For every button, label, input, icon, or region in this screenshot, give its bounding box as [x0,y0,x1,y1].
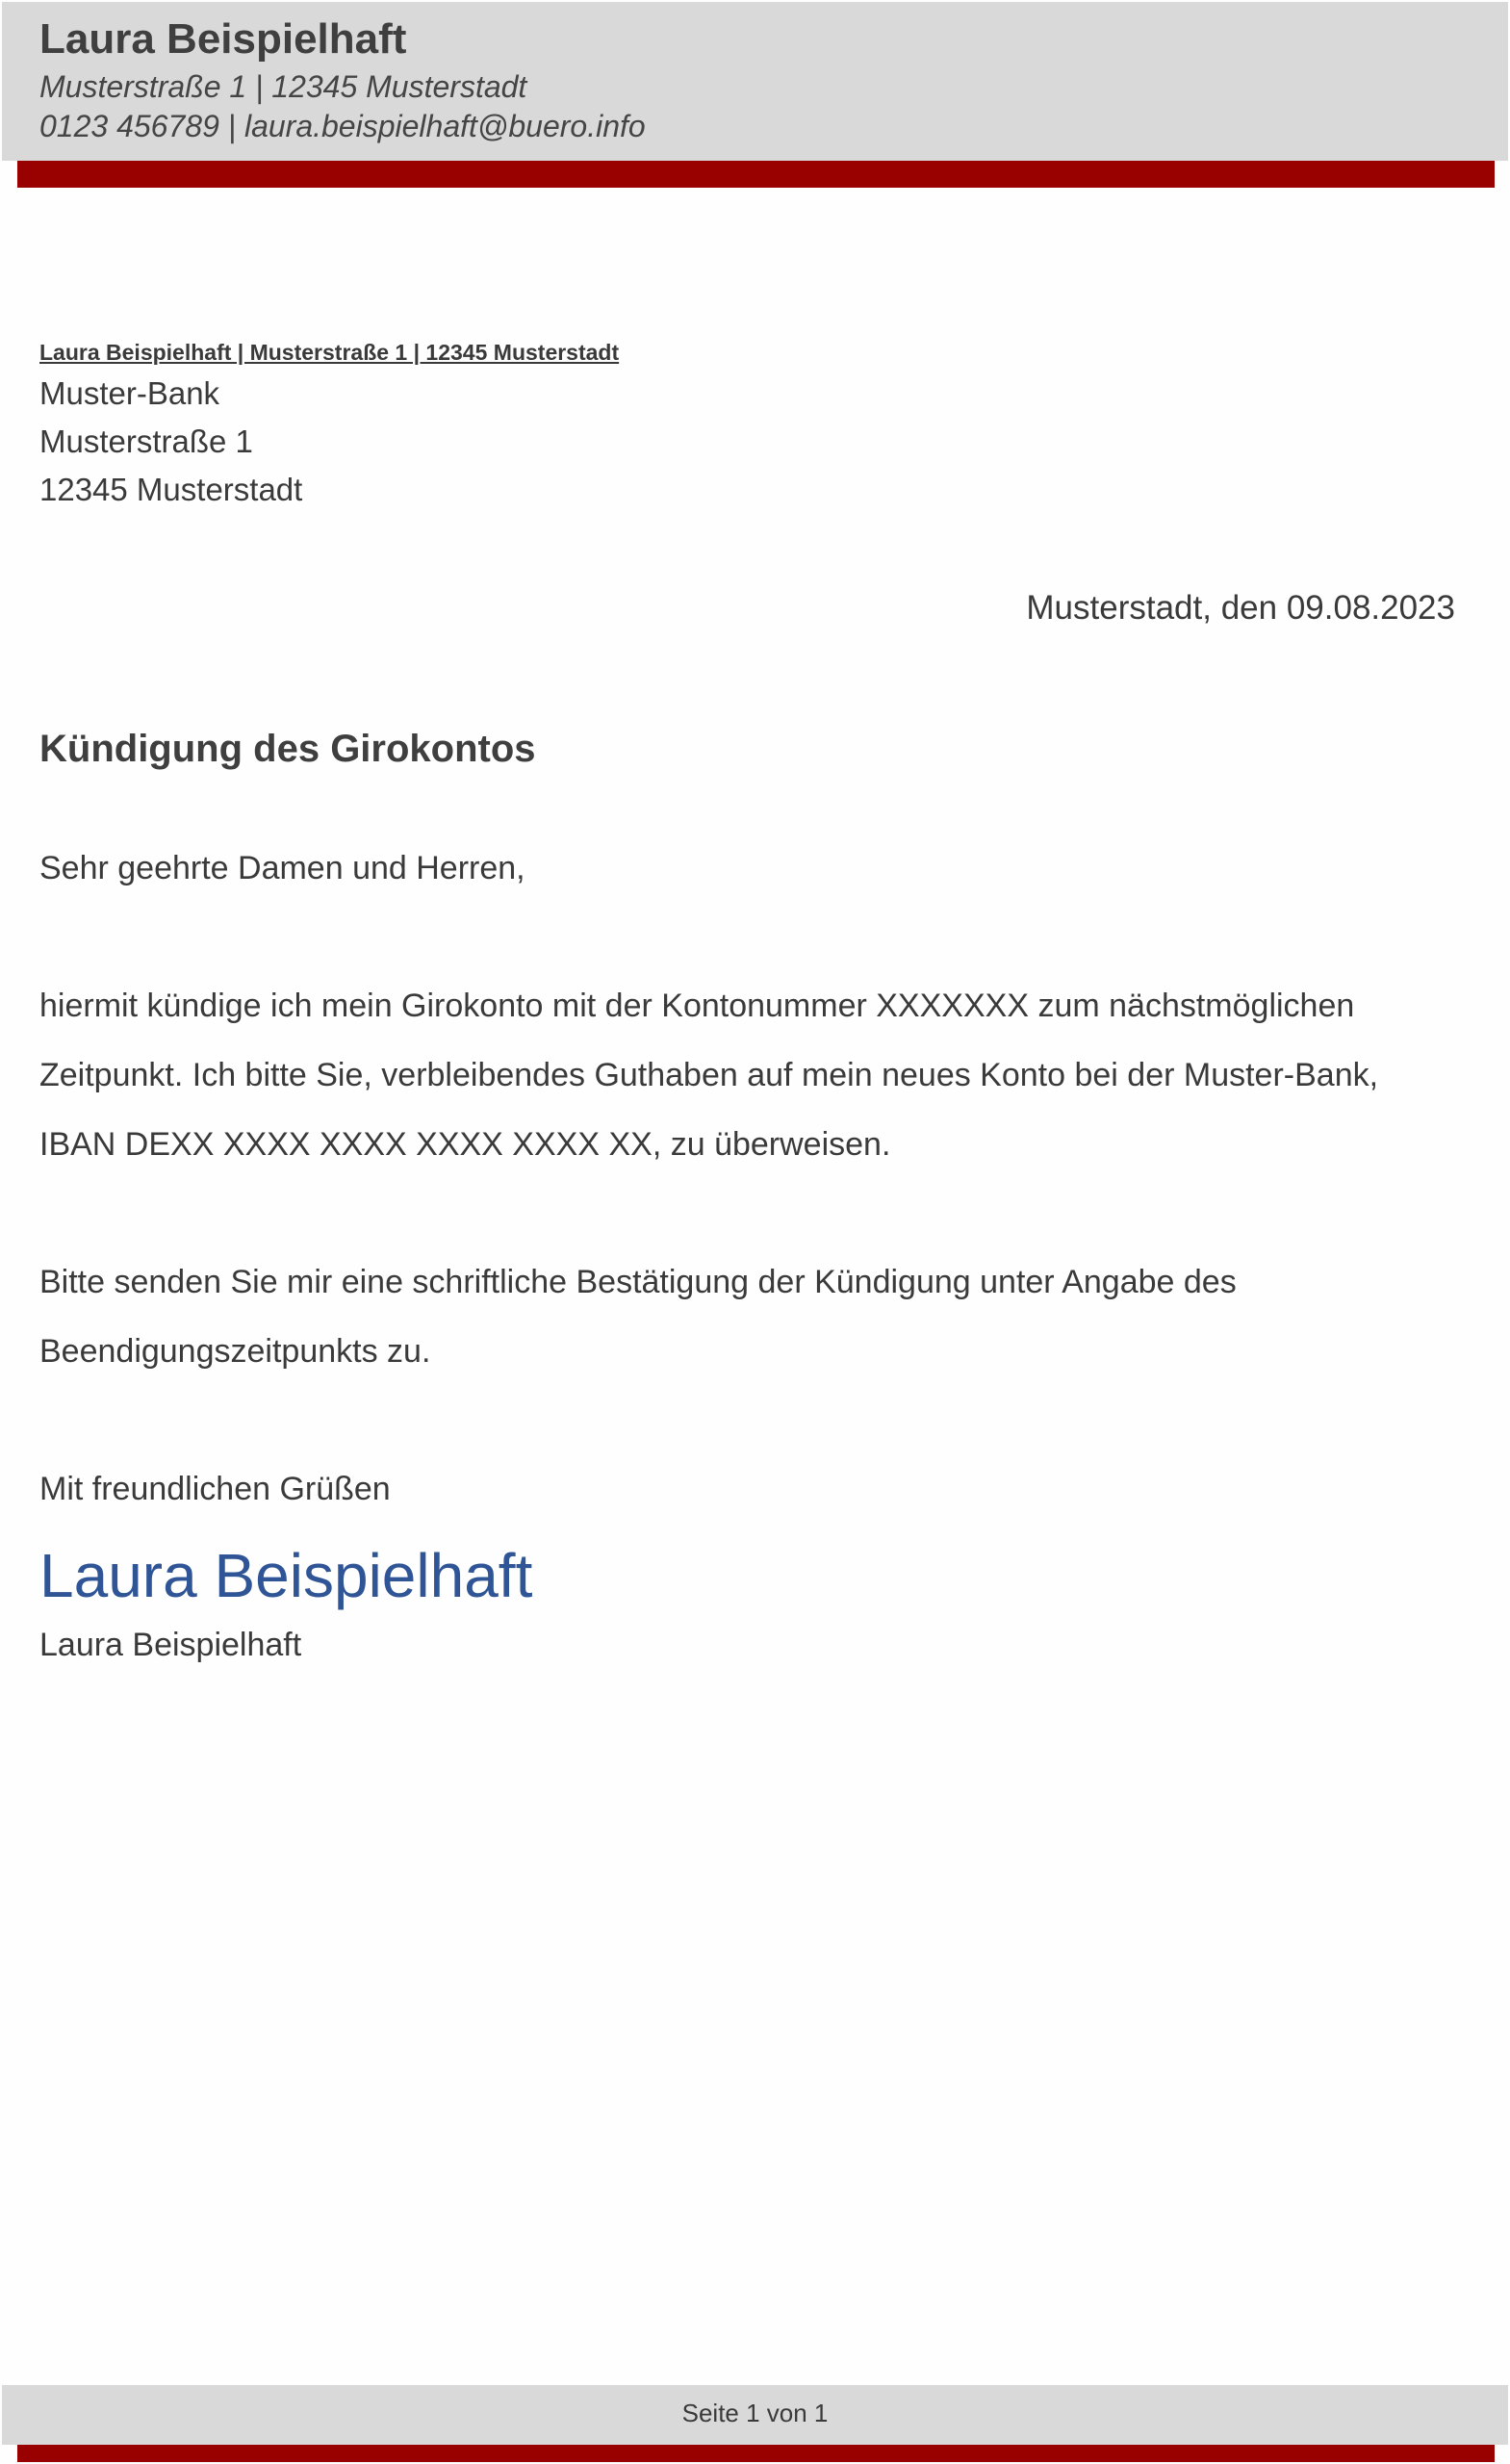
sender-return-line: Laura Beispielhaft | Musterstraße 1 | 12345 Musterstadt [39,340,620,365]
signature: Laura Beispielhaft [39,1541,533,1610]
paragraph1-line3: IBAN DEXX XXXX XXXX XXXX XXXX XX, zu überweisen. [39,1126,891,1163]
closing: Mit freundlichen Grüßen [39,1471,391,1507]
paragraph1-line2: Zeitpunkt. Ich bitte Sie, verbleibendes Guthaben auf mein neues Konto bei der Muster-Bank, [39,1057,1379,1093]
letterhead-accent-rule [17,161,1495,188]
letter-subject: Kündigung des Girokontos [39,728,536,770]
page-number: Seite 1 von 1 [681,2399,829,2427]
letterhead-contact: 0123 456789 | laura.beispielhaft@buero.info [39,109,646,143]
paragraph1-line1: hiermit kündige ich mein Girokonto mit der Kontonummer XXXXXXX zum nächstmöglichen [39,988,1355,1024]
letterhead-address: Musterstraße 1 | 12345 Musterstadt [39,69,527,104]
signer-name: Laura Beispielhaft [39,1627,302,1663]
salutation: Sehr geehrte Damen und Herren, [39,850,525,886]
footer-accent-rule [17,2445,1495,2462]
paragraph2-line1: Bitte senden Sie mir eine schriftliche Bestätigung der Kündigung unter Angabe des [39,1264,1237,1300]
paragraph2-line2: Beendigungszeitpunkts zu. [39,1333,431,1370]
recipient-city: 12345 Musterstadt [39,472,303,507]
recipient-street: Musterstraße 1 [39,424,253,459]
letterhead-name: Laura Beispielhaft [39,15,407,63]
recipient-name: Muster-Bank [39,375,220,411]
date-line: Musterstadt, den 09.08.2023 [1026,589,1455,627]
